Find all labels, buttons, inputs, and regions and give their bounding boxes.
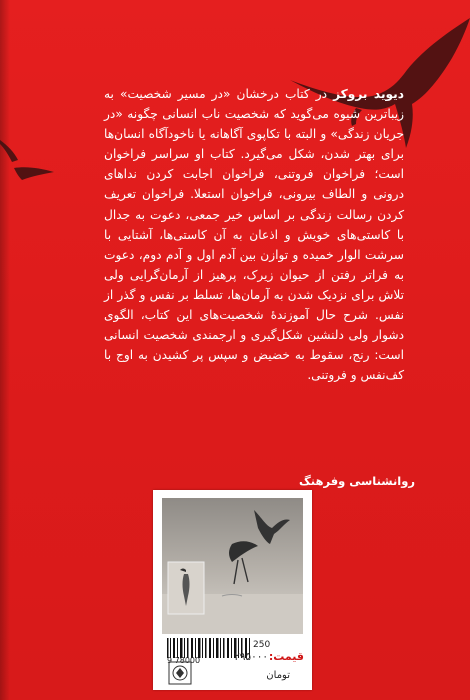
- isbn-small: 9 78000: [167, 656, 201, 665]
- isbn-tail: 250: [253, 640, 271, 650]
- author-name: دیوید بروکز: [333, 87, 405, 101]
- blurb-text: در کتاب درخشان «در مسیر شخصیت» به زیباترین شیوه می‌گوید که شخصیت ناب انسانی چگونه «در جریان زندگی» و البته با تکاپوی آگاهانه یا ناخودآگاه انسان‌ها برای بهتر شدن، شکل می‌گیرد. کتاب او سراسر فراخوان است؛ فراخوان فروتنی، فراخوان اجابت کردن نداهای درونی و الطاف بیرونی، فراخوان استعلا. فراخوان تعریف کردن رسالت زندگی بر اساس خیر جمعی، دعوت به جدال با کاستی‌های خویش و اذعان به آن کاستی‌ها، آشتایی با سرشت الوار خمیده و توازن بین آدم اول و آدم دوم، دعوت به فراتر رفتن از حیوان زیرک، پرهیز از آرمان‌گرایی ولی تلاش برای نزدیک شدن به آرمان‌ها، تسلط بر نفس و گذر از نفس. شرح حال آموزندهٔ شخصیت‌های این کتاب، الگوی دشوار ولی دلنشین شکل‌گیری و ارجمندی شخصیت انسانی است: رنج، سقوط به خضیض و سپس پر کشیدن به اوج با کف‌نفس و فروتنی.: [104, 87, 404, 383]
- publisher-name: روانشناسی وفرهنگ: [299, 474, 415, 488]
- back-cover-blurb: [104, 84, 404, 385]
- publisher-logo-icon: [168, 661, 192, 685]
- price-label: قیمت:: [268, 650, 304, 663]
- price-value: ۲۹۵۰۰۰: [234, 651, 268, 663]
- price-sticker: [153, 490, 312, 690]
- currency-label: تومان: [266, 670, 290, 681]
- crane-photo: [162, 498, 303, 634]
